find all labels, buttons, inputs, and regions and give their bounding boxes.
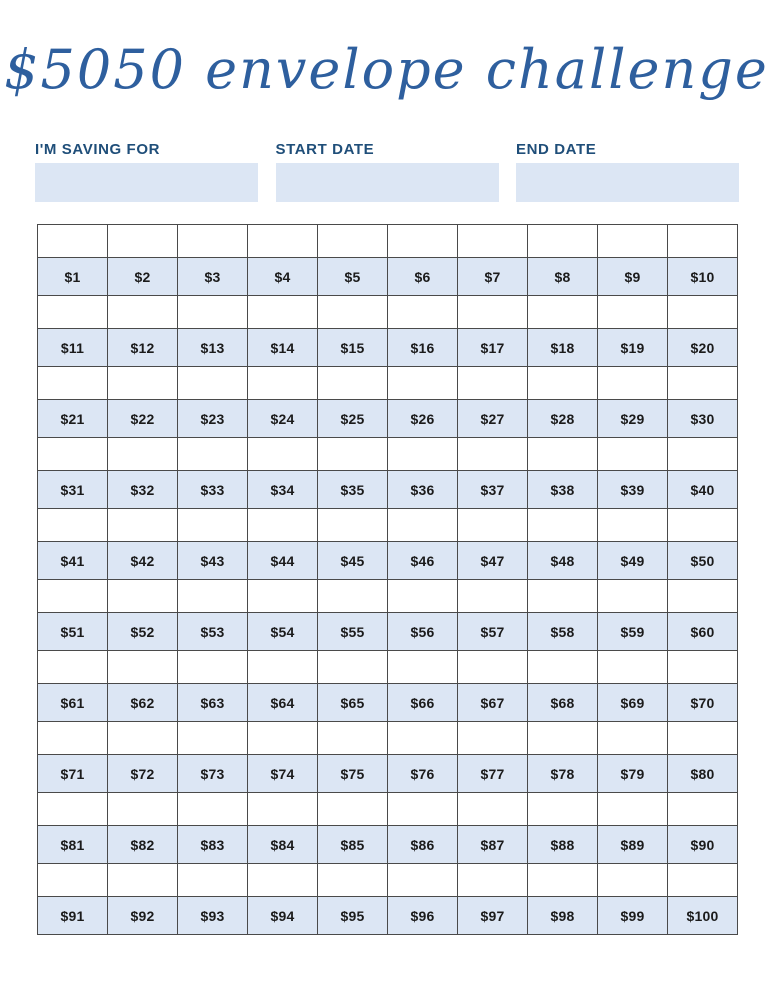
envelope-cell-amount: $54 xyxy=(248,613,318,651)
envelope-cell-amount: $98 xyxy=(528,897,598,935)
envelope-cell-amount: $76 xyxy=(388,755,458,793)
envelope-cell-amount: $9 xyxy=(598,258,668,296)
envelope-cell-amount: $93 xyxy=(178,897,248,935)
envelope-cell-empty[interactable] xyxy=(528,509,598,542)
envelope-cell-amount: $29 xyxy=(598,400,668,438)
amount-row xyxy=(38,897,738,935)
envelope-cell-amount: $4 xyxy=(248,258,318,296)
envelope-cell-empty[interactable] xyxy=(528,225,598,258)
envelope-cell-empty[interactable] xyxy=(668,580,738,613)
envelope-cell-empty[interactable] xyxy=(388,225,458,258)
envelope-cell-empty[interactable] xyxy=(108,722,178,755)
envelope-cell-amount: $17 xyxy=(458,329,528,367)
envelope-cell-empty[interactable] xyxy=(598,864,668,897)
envelope-cell-empty[interactable] xyxy=(668,651,738,684)
envelope-cell-empty[interactable] xyxy=(458,367,528,400)
envelope-cell-amount: $87 xyxy=(458,826,528,864)
envelope-cell-empty[interactable] xyxy=(598,296,668,329)
envelope-cell-empty[interactable] xyxy=(598,367,668,400)
envelope-cell-amount: $72 xyxy=(108,755,178,793)
envelope-cell-amount: $12 xyxy=(108,329,178,367)
envelope-cell-amount: $23 xyxy=(178,400,248,438)
envelope-cell-amount: $33 xyxy=(178,471,248,509)
envelope-cell-amount: $13 xyxy=(178,329,248,367)
write-in-row xyxy=(38,509,738,542)
envelope-cell-amount: $53 xyxy=(178,613,248,651)
envelope-cell-empty[interactable] xyxy=(178,438,248,471)
envelope-cell-amount: $2 xyxy=(108,258,178,296)
envelope-cell-empty[interactable] xyxy=(388,367,458,400)
envelope-cell-empty[interactable] xyxy=(248,225,318,258)
envelope-cell-amount: $83 xyxy=(178,826,248,864)
envelope-cell-empty[interactable] xyxy=(528,864,598,897)
write-in-row xyxy=(38,864,738,897)
envelope-cell-empty[interactable] xyxy=(248,722,318,755)
write-in-row xyxy=(38,722,738,755)
envelope-cell-empty[interactable] xyxy=(248,438,318,471)
envelope-cell-empty[interactable] xyxy=(388,296,458,329)
envelope-cell-amount: $75 xyxy=(318,755,388,793)
envelope-cell-amount: $39 xyxy=(598,471,668,509)
envelope-cell-amount: $50 xyxy=(668,542,738,580)
envelope-cell-empty[interactable] xyxy=(458,509,528,542)
field-start-date xyxy=(276,141,499,202)
envelope-cell-amount: $44 xyxy=(248,542,318,580)
envelope-cell-amount: $90 xyxy=(668,826,738,864)
envelope-cell-empty[interactable] xyxy=(108,296,178,329)
envelope-cell-empty[interactable] xyxy=(38,864,108,897)
envelope-cell-amount: $7 xyxy=(458,258,528,296)
write-in-row xyxy=(38,438,738,471)
envelope-cell-amount: $31 xyxy=(38,471,108,509)
envelope-cell-amount: $82 xyxy=(108,826,178,864)
envelope-cell-amount: $74 xyxy=(248,755,318,793)
envelope-cell-empty[interactable] xyxy=(318,864,388,897)
envelope-cell-amount: $20 xyxy=(668,329,738,367)
envelope-cell-empty[interactable] xyxy=(108,509,178,542)
envelope-cell-empty[interactable] xyxy=(108,438,178,471)
envelope-cell-amount: $48 xyxy=(528,542,598,580)
envelope-cell-amount: $24 xyxy=(248,400,318,438)
amount-row xyxy=(38,400,738,438)
envelope-cell-amount: $30 xyxy=(668,400,738,438)
envelope-cell-empty[interactable] xyxy=(458,722,528,755)
write-in-row xyxy=(38,296,738,329)
envelope-cell-amount: $67 xyxy=(458,684,528,722)
envelope-cell-empty[interactable] xyxy=(38,651,108,684)
envelope-cell-amount: $36 xyxy=(388,471,458,509)
envelope-cell-amount: $86 xyxy=(388,826,458,864)
envelope-cell-empty[interactable] xyxy=(38,793,108,826)
grid-wrap xyxy=(37,224,738,935)
envelope-cell-amount: $46 xyxy=(388,542,458,580)
field-saving-for xyxy=(35,141,258,202)
envelope-cell-empty[interactable] xyxy=(388,651,458,684)
envelope-cell-empty[interactable] xyxy=(318,367,388,400)
envelope-cell-empty[interactable] xyxy=(598,793,668,826)
envelope-cell-amount: $81 xyxy=(38,826,108,864)
envelope-cell-amount: $52 xyxy=(108,613,178,651)
envelope-cell-amount: $15 xyxy=(318,329,388,367)
amount-row xyxy=(38,471,738,509)
envelope-cell-amount: $84 xyxy=(248,826,318,864)
envelope-cell-amount: $38 xyxy=(528,471,598,509)
envelope-cell-amount: $35 xyxy=(318,471,388,509)
envelope-cell-empty[interactable] xyxy=(528,367,598,400)
amount-row xyxy=(38,684,738,722)
envelope-cell-empty[interactable] xyxy=(458,225,528,258)
envelope-cell-amount: $88 xyxy=(528,826,598,864)
envelope-cell-amount: $77 xyxy=(458,755,528,793)
envelope-cell-amount: $78 xyxy=(528,755,598,793)
amount-row xyxy=(38,542,738,580)
envelope-cell-amount: $40 xyxy=(668,471,738,509)
envelope-cell-amount: $27 xyxy=(458,400,528,438)
envelope-cell-amount: $14 xyxy=(248,329,318,367)
envelope-cell-amount: $71 xyxy=(38,755,108,793)
envelope-cell-amount: $65 xyxy=(318,684,388,722)
envelope-cell-empty[interactable] xyxy=(108,367,178,400)
envelope-cell-amount: $63 xyxy=(178,684,248,722)
envelope-cell-amount: $58 xyxy=(528,613,598,651)
envelope-cell-amount: $51 xyxy=(38,613,108,651)
envelope-cell-amount: $49 xyxy=(598,542,668,580)
savings-grid xyxy=(37,224,738,935)
savings-grid-body xyxy=(38,225,738,935)
envelope-cell-amount: $79 xyxy=(598,755,668,793)
envelope-cell-amount: $34 xyxy=(248,471,318,509)
envelope-cell-amount: $32 xyxy=(108,471,178,509)
envelope-cell-empty[interactable] xyxy=(388,864,458,897)
envelope-cell-amount: $10 xyxy=(668,258,738,296)
envelope-cell-empty[interactable] xyxy=(528,438,598,471)
envelope-cell-empty[interactable] xyxy=(248,793,318,826)
envelope-cell-empty[interactable] xyxy=(668,793,738,826)
envelope-cell-empty[interactable] xyxy=(528,651,598,684)
envelope-cell-empty[interactable] xyxy=(108,580,178,613)
envelope-cell-amount: $92 xyxy=(108,897,178,935)
envelope-cell-amount: $91 xyxy=(38,897,108,935)
envelope-cell-empty[interactable] xyxy=(388,793,458,826)
envelope-cell-empty[interactable] xyxy=(598,651,668,684)
envelope-cell-empty[interactable] xyxy=(388,438,458,471)
envelope-cell-empty[interactable] xyxy=(38,509,108,542)
envelope-cell-empty[interactable] xyxy=(318,225,388,258)
envelope-cell-empty[interactable] xyxy=(598,580,668,613)
amount-row xyxy=(38,755,738,793)
envelope-cell-amount: $3 xyxy=(178,258,248,296)
envelope-cell-amount: $96 xyxy=(388,897,458,935)
envelope-cell-amount: $97 xyxy=(458,897,528,935)
amount-row xyxy=(38,826,738,864)
envelope-cell-amount: $57 xyxy=(458,613,528,651)
envelope-cell-amount: $37 xyxy=(458,471,528,509)
amount-row xyxy=(38,613,738,651)
envelope-cell-empty[interactable] xyxy=(388,509,458,542)
envelope-cell-amount: $16 xyxy=(388,329,458,367)
envelope-cell-empty[interactable] xyxy=(668,509,738,542)
start-date-label: START DATE xyxy=(275,141,375,158)
envelope-cell-empty[interactable] xyxy=(458,864,528,897)
envelope-cell-amount: $73 xyxy=(178,755,248,793)
envelope-cell-amount: $99 xyxy=(598,897,668,935)
envelope-cell-amount: $95 xyxy=(318,897,388,935)
envelope-cell-empty[interactable] xyxy=(668,296,738,329)
envelope-cell-empty[interactable] xyxy=(388,722,458,755)
page-title: $5050 envelope challenge xyxy=(4,38,769,101)
field-end-date xyxy=(516,141,739,202)
envelope-cell-amount: $56 xyxy=(388,613,458,651)
saving-for-input[interactable] xyxy=(35,163,258,202)
envelope-cell-empty[interactable] xyxy=(38,296,108,329)
envelope-cell-amount: $47 xyxy=(458,542,528,580)
envelope-cell-amount: $25 xyxy=(318,400,388,438)
envelope-cell-empty[interactable] xyxy=(528,580,598,613)
envelope-cell-empty[interactable] xyxy=(668,722,738,755)
envelope-cell-empty[interactable] xyxy=(388,580,458,613)
write-in-row xyxy=(38,225,738,258)
start-date-input[interactable] xyxy=(276,163,499,202)
envelope-cell-empty[interactable] xyxy=(318,580,388,613)
envelope-cell-empty[interactable] xyxy=(38,580,108,613)
envelope-cell-empty[interactable] xyxy=(248,651,318,684)
saving-for-label: I'M SAVING FOR xyxy=(35,141,161,158)
envelope-cell-empty[interactable] xyxy=(668,864,738,897)
write-in-row xyxy=(38,367,738,400)
envelope-cell-empty[interactable] xyxy=(318,438,388,471)
envelope-cell-amount: $41 xyxy=(38,542,108,580)
envelope-cell-empty[interactable] xyxy=(318,722,388,755)
fields-row xyxy=(35,141,739,202)
envelope-cell-amount: $61 xyxy=(38,684,108,722)
envelope-cell-empty[interactable] xyxy=(668,438,738,471)
envelope-cell-amount: $18 xyxy=(528,329,598,367)
envelope-cell-empty[interactable] xyxy=(458,793,528,826)
amount-row xyxy=(38,329,738,367)
envelope-cell-empty[interactable] xyxy=(38,225,108,258)
envelope-cell-amount: $69 xyxy=(598,684,668,722)
envelope-cell-empty[interactable] xyxy=(178,296,248,329)
envelope-cell-amount: $45 xyxy=(318,542,388,580)
envelope-cell-amount: $89 xyxy=(598,826,668,864)
envelope-cell-empty[interactable] xyxy=(458,580,528,613)
envelope-cell-amount: $22 xyxy=(108,400,178,438)
envelope-cell-empty[interactable] xyxy=(178,793,248,826)
envelope-cell-empty[interactable] xyxy=(318,509,388,542)
envelope-cell-amount: $42 xyxy=(108,542,178,580)
envelope-cell-empty[interactable] xyxy=(318,793,388,826)
envelope-cell-empty[interactable] xyxy=(178,580,248,613)
envelope-cell-amount: $80 xyxy=(668,755,738,793)
envelope-cell-amount: $28 xyxy=(528,400,598,438)
envelope-cell-empty[interactable] xyxy=(178,509,248,542)
envelope-cell-amount: $1 xyxy=(38,258,108,296)
envelope-cell-empty[interactable] xyxy=(248,367,318,400)
envelope-cell-empty[interactable] xyxy=(38,367,108,400)
envelope-cell-empty[interactable] xyxy=(108,793,178,826)
envelope-cell-amount: $94 xyxy=(248,897,318,935)
envelope-cell-empty[interactable] xyxy=(598,225,668,258)
envelope-cell-empty[interactable] xyxy=(458,651,528,684)
envelope-cell-empty[interactable] xyxy=(598,509,668,542)
envelope-cell-amount: $100 xyxy=(668,897,738,935)
envelope-cell-empty[interactable] xyxy=(318,651,388,684)
envelope-cell-empty[interactable] xyxy=(458,296,528,329)
envelope-cell-amount: $6 xyxy=(388,258,458,296)
envelope-cell-amount: $70 xyxy=(668,684,738,722)
envelope-cell-empty[interactable] xyxy=(528,793,598,826)
envelope-cell-empty[interactable] xyxy=(528,722,598,755)
end-date-label: END DATE xyxy=(516,141,597,158)
envelope-cell-amount: $19 xyxy=(598,329,668,367)
envelope-cell-amount: $26 xyxy=(388,400,458,438)
envelope-cell-empty[interactable] xyxy=(108,225,178,258)
envelope-cell-empty[interactable] xyxy=(178,864,248,897)
envelope-cell-amount: $5 xyxy=(318,258,388,296)
envelope-cell-empty[interactable] xyxy=(38,722,108,755)
envelope-cell-amount: $68 xyxy=(528,684,598,722)
envelope-cell-amount: $66 xyxy=(388,684,458,722)
envelope-cell-amount: $8 xyxy=(528,258,598,296)
envelope-cell-empty[interactable] xyxy=(178,722,248,755)
envelope-cell-amount: $55 xyxy=(318,613,388,651)
write-in-row xyxy=(38,580,738,613)
envelope-cell-empty[interactable] xyxy=(108,651,178,684)
envelope-cell-empty[interactable] xyxy=(248,580,318,613)
envelope-cell-empty[interactable] xyxy=(528,296,598,329)
envelope-cell-amount: $43 xyxy=(178,542,248,580)
write-in-row xyxy=(38,651,738,684)
envelope-cell-empty[interactable] xyxy=(38,438,108,471)
envelope-cell-empty[interactable] xyxy=(598,438,668,471)
envelope-cell-empty[interactable] xyxy=(248,509,318,542)
envelope-cell-amount: $64 xyxy=(248,684,318,722)
envelope-cell-amount: $59 xyxy=(598,613,668,651)
end-date-input[interactable] xyxy=(516,163,739,202)
envelope-cell-empty[interactable] xyxy=(598,722,668,755)
envelope-cell-empty[interactable] xyxy=(668,225,738,258)
write-in-row xyxy=(38,793,738,826)
envelope-cell-amount: $85 xyxy=(318,826,388,864)
envelope-cell-empty[interactable] xyxy=(178,651,248,684)
envelope-cell-empty[interactable] xyxy=(248,296,318,329)
amount-row xyxy=(38,258,738,296)
envelope-cell-amount: $21 xyxy=(38,400,108,438)
envelope-cell-empty[interactable] xyxy=(108,864,178,897)
envelope-cell-empty[interactable] xyxy=(318,296,388,329)
envelope-cell-empty[interactable] xyxy=(668,367,738,400)
envelope-cell-empty[interactable] xyxy=(248,864,318,897)
envelope-cell-amount: $60 xyxy=(668,613,738,651)
envelope-cell-empty[interactable] xyxy=(458,438,528,471)
envelope-cell-amount: $11 xyxy=(38,329,108,367)
envelope-cell-empty[interactable] xyxy=(178,367,248,400)
envelope-cell-empty[interactable] xyxy=(178,225,248,258)
envelope-cell-amount: $62 xyxy=(108,684,178,722)
